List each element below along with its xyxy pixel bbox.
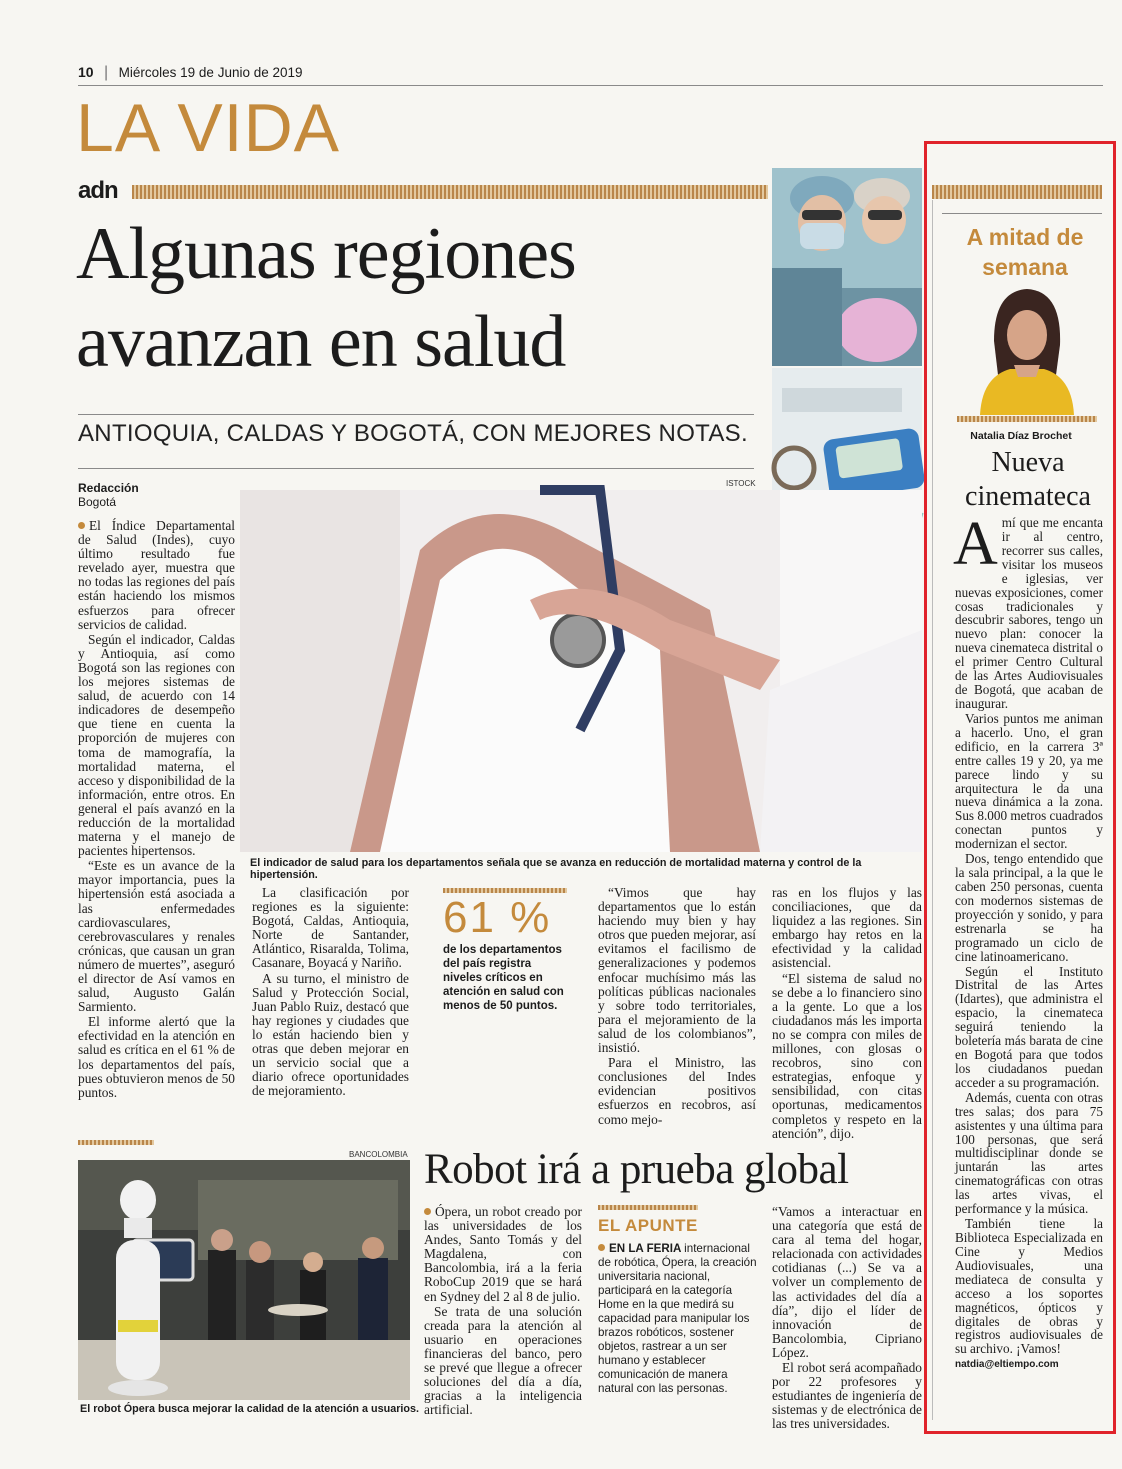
main-col2-para-2: A su turno, el ministro de Salud y Protección Social, Juan Pablo Ruiz, destacó que hay regiones y ciudades que lo están haciendo bien y otras que deben mejorar en un servicio social que a diario ofrece oportunidades de mejoramiento. xyxy=(252,970,409,1099)
main-col-1 xyxy=(78,519,235,1101)
column-stripe-top xyxy=(932,185,1102,199)
bullet-icon xyxy=(424,1208,431,1215)
column-divider xyxy=(932,200,933,1420)
main-photo-caption: El indicador de salud para los departamentos señala que se avanza en reducción de mortalidad materna y control de la hipertensión. xyxy=(250,857,862,881)
apunte-title: EL APUNTE xyxy=(598,1216,698,1235)
main-col5-para-1: ras en los flujos y las conciliaciones, que da liquidez a las regiones. Sin embargo hay retos en la efectividad y la calidad asistencial. xyxy=(772,885,922,971)
apunte-box xyxy=(598,1205,758,1396)
bullet-icon xyxy=(78,522,85,529)
robot-photo-credit: BANCOLOMBIA xyxy=(349,1150,408,1159)
main-col4-para-2: Para el Ministro, las conclusiones del Indes evidencian positivos esfuerzos en recobros, así como mejo- xyxy=(598,1055,756,1127)
robot-col3-para-2: El robot será acompañado por 22 profesores y estudiantes de ingeniería de sistemas y de electrónica de las tres universidades. xyxy=(772,1360,922,1432)
headline-line-2: avanzan en salud xyxy=(76,301,566,383)
column-stripe-author xyxy=(957,416,1097,422)
robot-headline: Robot irá a prueba global xyxy=(424,1146,849,1193)
subhead-rule-top xyxy=(78,414,754,415)
byline-dateline: Bogotá xyxy=(78,495,117,509)
column-para-2: Varios puntos me animan a hacerlo. Uno, el gran edificio, en la carrera 3ª entre calles 19 y 20, ya me parece lindo y su arquitectura le da una nueva dinámica a la zona. Sus 8.000 metros cuadrados conectan puntos y modernizan el sector. xyxy=(955,710,1103,852)
column-title: Nueva cinemateca xyxy=(965,447,1091,512)
robot-col1-para-2: Se trata de una solución creada para la atención al usuario en operaciones financieras del banco, pero se prevé que llegue a ofrecer soluciones del día a día, gracias a la inteligencia artificial. xyxy=(424,1303,582,1418)
main-col-5 xyxy=(772,885,922,1141)
column-body xyxy=(953,510,1103,1372)
main-col1-para-3: “Este es un avance de la mayor importancia, pues la hipertensión está asociada a las enfermedades cardiovasculares, cerebrovasculares y renales crónicas, que causan un gran número de muertes”, aseguró el director de Así vamos en salud, Augusto Galán Sarmiento. xyxy=(78,858,235,1015)
robot-col3-para-1: “Vamos a interactuar en una categoría que está de cara al tema del hogar, relacionada con actividades cotidianas (...) Se va a volver un complemento de las actividades del día a día”, dijo el líder de innovación de Bancolombia, Cipriano López. xyxy=(772,1204,922,1360)
column-kicker: A mitad de semana xyxy=(966,224,1084,280)
main-col4-para-1: “Vimos que hay departamentos que lo están haciendo muy bien y hay otros que pueden mejorar, así evitamos el facilismo de generalizaciones y podemos enfocar muchísimo más las políticas públicas nacionales y sobre todo territoriales, para el mejoramiento de la salud de los colombianos”, insistió. xyxy=(598,885,756,1056)
bullet-icon xyxy=(598,1244,605,1251)
column-box-border xyxy=(942,213,1102,214)
main-photo-credit: ISTOCK xyxy=(726,479,756,488)
robot-col-1 xyxy=(424,1205,582,1418)
header-rule xyxy=(78,85,1103,86)
column-para-6: También tiene la Biblioteca Especializada en Cine y Medios Audiovisuales, una mediateca de consulta y acceso a los soportes magnéticos, ópticos y digitales de obras y registros audiovisuales de su archivo. ¡Vamos! xyxy=(955,1216,1103,1357)
column-para-5: Además, cuenta con otras tres salas; dos para 75 asistentes y una última para 100 personas, que será multidisciplinar donde se juntarán las artes cinematográficas con otras las artes vivas, el performance y la música. xyxy=(955,1089,1103,1217)
column-para-4: Según el Instituto Distrital de las Artes (Idartes), que administra el espacio, la cinemateca seguirá teniendo la boletería más barata de cine en Bogotá para que todos los ciudadanos puedan acceder a su programación. xyxy=(955,963,1103,1090)
column-para-1: Amí que me encanta ir al centro, recorrer sus calles, visitar los museos e iglesias, ver nuevas exposiciones, comer cosas tradicionales y descubrir sabores, tengo un nuevo plan: conocer la nueva cinemateca distrital o el primer Centro Cultural de las Artes Audiovisuales de Bogotá, que acaban de inaugurar. xyxy=(953,510,1103,711)
page-header: 10 | Miércoles 19 de Junio de 2019 xyxy=(78,64,303,81)
apunte-lead: EN LA FERIA xyxy=(609,1242,681,1255)
main-col-2 xyxy=(252,886,409,1099)
robot-col-3 xyxy=(772,1204,922,1432)
brand-logo: adn xyxy=(78,177,118,204)
brand-stripe xyxy=(132,185,768,199)
robot-stripe xyxy=(78,1140,154,1145)
byline xyxy=(78,481,139,509)
column-dropcap: A xyxy=(953,510,998,578)
column-email: natdia@eltiempo.com xyxy=(955,1359,1059,1371)
robot-photo xyxy=(78,1160,410,1400)
main-col2-para-1: La clasificación por regiones es la siguiente: Bogotá, Caldas, Antioquia, Norte de Santander, Atlántico, Risaralda, Tolima, Casanare, Boyacá y Nariño. xyxy=(252,885,409,971)
robot-photo-caption: El robot Ópera busca mejorar la calidad de la atención a usuarios. xyxy=(80,1403,420,1415)
headline-line-1: Algunas regiones xyxy=(76,213,576,295)
main-col-4 xyxy=(598,886,756,1128)
main-col1-para-2: Según el indicador, Caldas y Antioquia, así como Bogotá son las regiones con los mejores sistemas de salud, de acuerdo con 14 indicadores de desempeño que tiene en cuenta la proporción de mujeres con toma de mamografía, la mortalidad materna, el acceso y disponibilidad de la información, entre otros. En general el país avanzó en la reducción de la mortalidad materna y el manejo de pacientes hipertensos. xyxy=(78,631,235,859)
stat-value: 61 % xyxy=(443,893,552,942)
subhead-rule-bottom xyxy=(78,468,754,469)
stethoscope-photo xyxy=(240,490,922,852)
page-date: Miércoles 19 de Junio de 2019 xyxy=(118,65,303,80)
stat-box xyxy=(443,888,583,1013)
page-number: 10 xyxy=(78,64,94,80)
main-headline xyxy=(76,210,776,386)
subheadline: ANTIOQUIA, CALDAS Y BOGOTÁ, CON MEJORES NOTAS. xyxy=(78,420,748,447)
apunte-stripe xyxy=(598,1205,698,1210)
section-title: LA VIDA xyxy=(76,90,341,166)
robot-col1-para-1: Ópera, un robot creado por las universidades de los Andes, Santo Tomás y del Magdalena, con Bancolombia, irá a la feria RoboCup 2019 que se hará en Sydney del 2 al 8 de julio. xyxy=(424,1204,582,1304)
apunte-body: internacional de robótica, Ópera, la creación universitaria nacional, participará en la categoría Home en la que medirá su capacidad para manipular los brazos robóticos, sostener objetos, rastrear a un ser humano y establecer comunicación de manera natural con las personas. xyxy=(598,1242,757,1395)
surgeons-photo xyxy=(772,168,922,366)
stat-text: de los departamentos del país registra niveles críticos en atención en salud con menos de 50 puntos. xyxy=(443,944,564,1012)
apunte-text xyxy=(598,1242,758,1396)
column-para-3: Dos, tengo entendido que la sala principal, a la que le caben 250 personas, cuenta con modernos sistemas de proyección y sonido, y para estrenarla se ha programado un ciclo de cine latinoamericano. xyxy=(955,851,1103,964)
column-author: Natalia Díaz Brochet xyxy=(970,430,1072,442)
main-col1-para-4: El informe alertó que la efectividad en la atención en salud es crítica en el 61 % de los departamentos del país, pues obtuvieron menos de 50 puntos. xyxy=(78,1014,235,1100)
main-col5-para-2: “El sistema de salud no se debe a lo financiero sino a la gente. Lo que a los ciudadanos más les importa no se compra con miles de millones, con glosas o recobros, sino con estrategias, enfoque y sensibilidad, con citas oportunas, medicamentos completos y respeto en la atención”, dijo. xyxy=(772,970,922,1141)
byline-author: Redacción xyxy=(78,481,139,495)
main-col1-para-1: El Índice Departamental de Salud (Indes), cuyo último resultado fue revelado ayer, muestra que no todas las regiones del país están haciendo los mismos esfuerzos para ofrecer servicios de calidad. xyxy=(78,518,235,632)
author-portrait xyxy=(976,285,1078,415)
